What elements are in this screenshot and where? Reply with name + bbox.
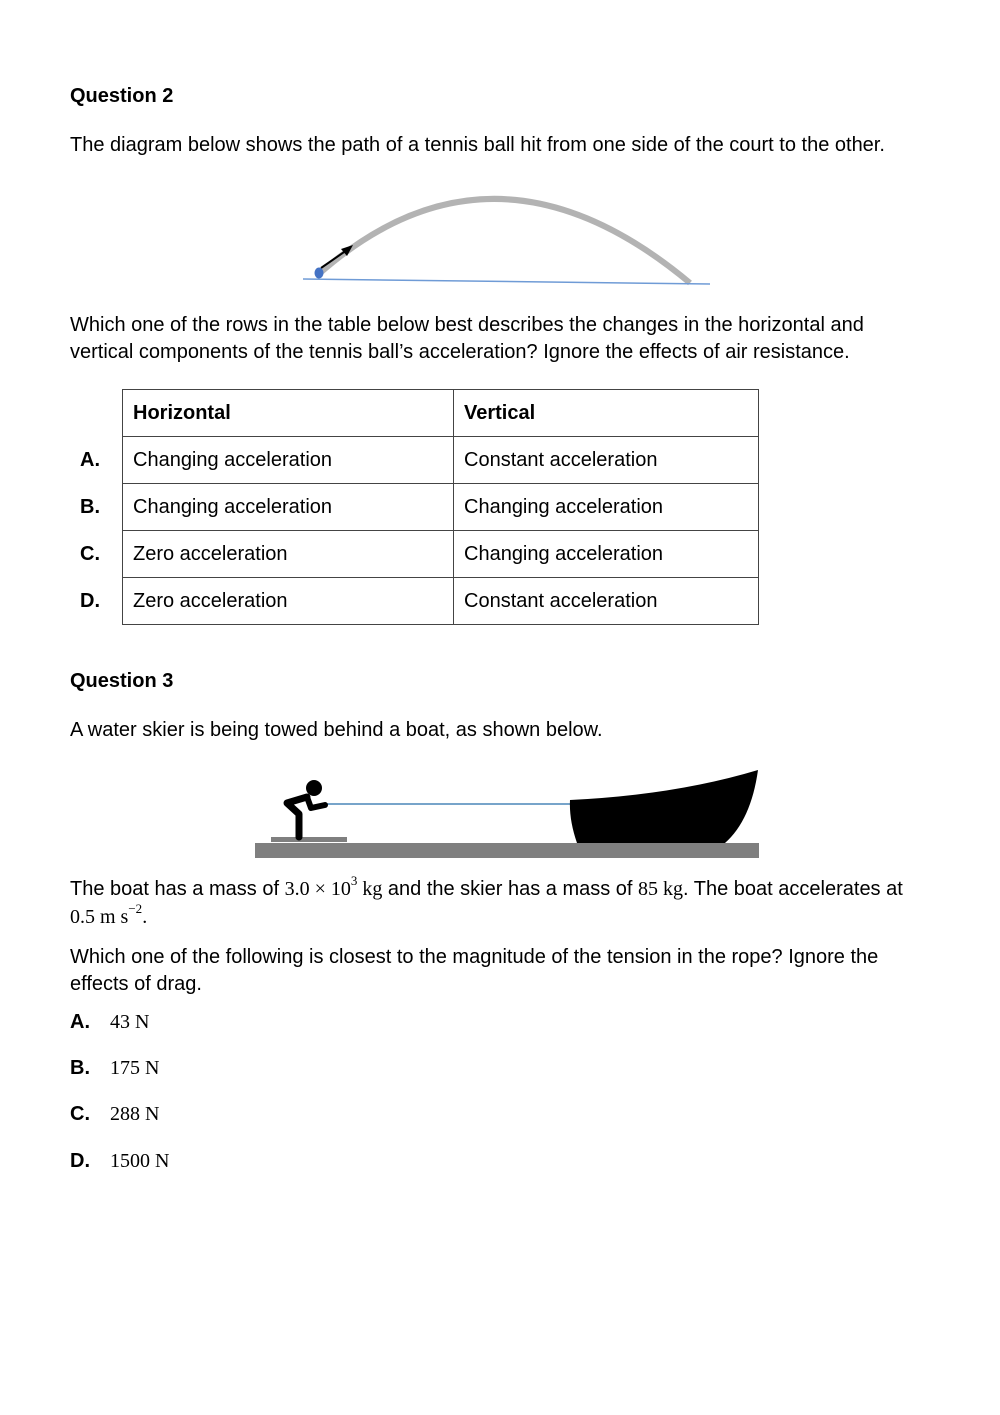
boat-mass-base: 3.0 × 10 — [284, 878, 351, 900]
option-letter: C. — [70, 1103, 90, 1125]
water-surface — [255, 843, 759, 858]
option-letter: B. — [70, 1057, 90, 1079]
table-header-row — [70, 390, 759, 437]
option-c[interactable] — [70, 1103, 159, 1126]
option-value: 175 N — [110, 1057, 160, 1079]
trajectory-path — [320, 199, 690, 283]
option-letter: C. — [80, 542, 100, 565]
question-3-title: Question 3 — [70, 670, 174, 692]
acceleration-exponent: −2 — [128, 901, 143, 917]
court-line — [303, 279, 710, 284]
table-row — [70, 437, 759, 484]
boat-acceleration — [70, 903, 147, 931]
vertical-cell: Constant acceleration — [454, 578, 759, 625]
horizontal-cell: Zero acceleration — [123, 531, 454, 578]
mass-text-3: . The boat accelerates at — [683, 878, 903, 900]
table-row — [70, 578, 759, 625]
option-value: 288 N — [110, 1103, 160, 1125]
option-value: 1500 N — [110, 1150, 170, 1172]
option-letter: D. — [70, 1150, 90, 1172]
question-3-prompt-line-2: effects of drag. — [70, 973, 202, 995]
option-letter: A. — [80, 448, 100, 471]
mass-text-1: The boat has a mass of — [70, 878, 285, 900]
boat-mass — [284, 873, 383, 900]
vertical-cell: Changing acceleration — [454, 531, 759, 578]
mass-text-2: and the skier has a mass of — [382, 878, 639, 900]
option-letter: D. — [80, 589, 100, 612]
vertical-cell: Constant acceleration — [454, 437, 759, 484]
horizontal-cell: Changing acceleration — [123, 484, 454, 531]
acceleration-base: 0.5 m s — [70, 906, 129, 928]
option-b[interactable] — [70, 1057, 159, 1080]
option-letter: B. — [80, 495, 100, 518]
question-3-prompt-line-1: Which one of the following is closest to the magnitude of the tension in the rope? Ignore the — [70, 946, 879, 968]
answer-table — [70, 389, 759, 625]
question-2-prompt-line-2: vertical components of the tennis ball’s acceleration? Ignore the effects of air resistance. — [70, 341, 850, 363]
boat-mass-unit: kg — [357, 878, 383, 900]
question-3-mass-statement — [70, 875, 903, 903]
horizontal-cell: Zero acceleration — [123, 578, 454, 625]
water-ski — [271, 837, 347, 842]
option-a[interactable] — [70, 1011, 149, 1034]
table-header-spacer — [70, 390, 123, 437]
water-skier-diagram — [255, 765, 760, 861]
option-value: 43 N — [110, 1011, 150, 1033]
tennis-ball — [315, 268, 324, 279]
vertical-cell: Changing acceleration — [454, 484, 759, 531]
boat-icon — [570, 770, 758, 843]
table-header-horizontal: Horizontal — [123, 390, 454, 437]
table-header-vertical: Vertical — [454, 390, 759, 437]
horizontal-cell: Changing acceleration — [123, 437, 454, 484]
table-row — [70, 484, 759, 531]
question-2-prompt-line-1: Which one of the rows in the table below best describes the changes in the horizontal and — [70, 314, 864, 336]
velocity-arrow — [321, 250, 347, 268]
acceleration-end: . — [142, 906, 148, 928]
option-letter: A. — [70, 1011, 90, 1033]
question-3-intro: A water skier is being towed behind a boat, as shown below. — [70, 719, 603, 741]
question-2-intro: The diagram below shows the path of a tennis ball hit from one side of the court to the other. — [70, 134, 885, 156]
skier-mass: 85 kg — [638, 878, 684, 900]
skier-icon — [287, 780, 325, 837]
tennis-ball-trajectory-diagram — [295, 180, 715, 290]
table-row — [70, 531, 759, 578]
question-2-title: Question 2 — [70, 85, 174, 107]
option-d[interactable] — [70, 1150, 169, 1173]
boat-mass-exponent: 3 — [350, 873, 358, 889]
